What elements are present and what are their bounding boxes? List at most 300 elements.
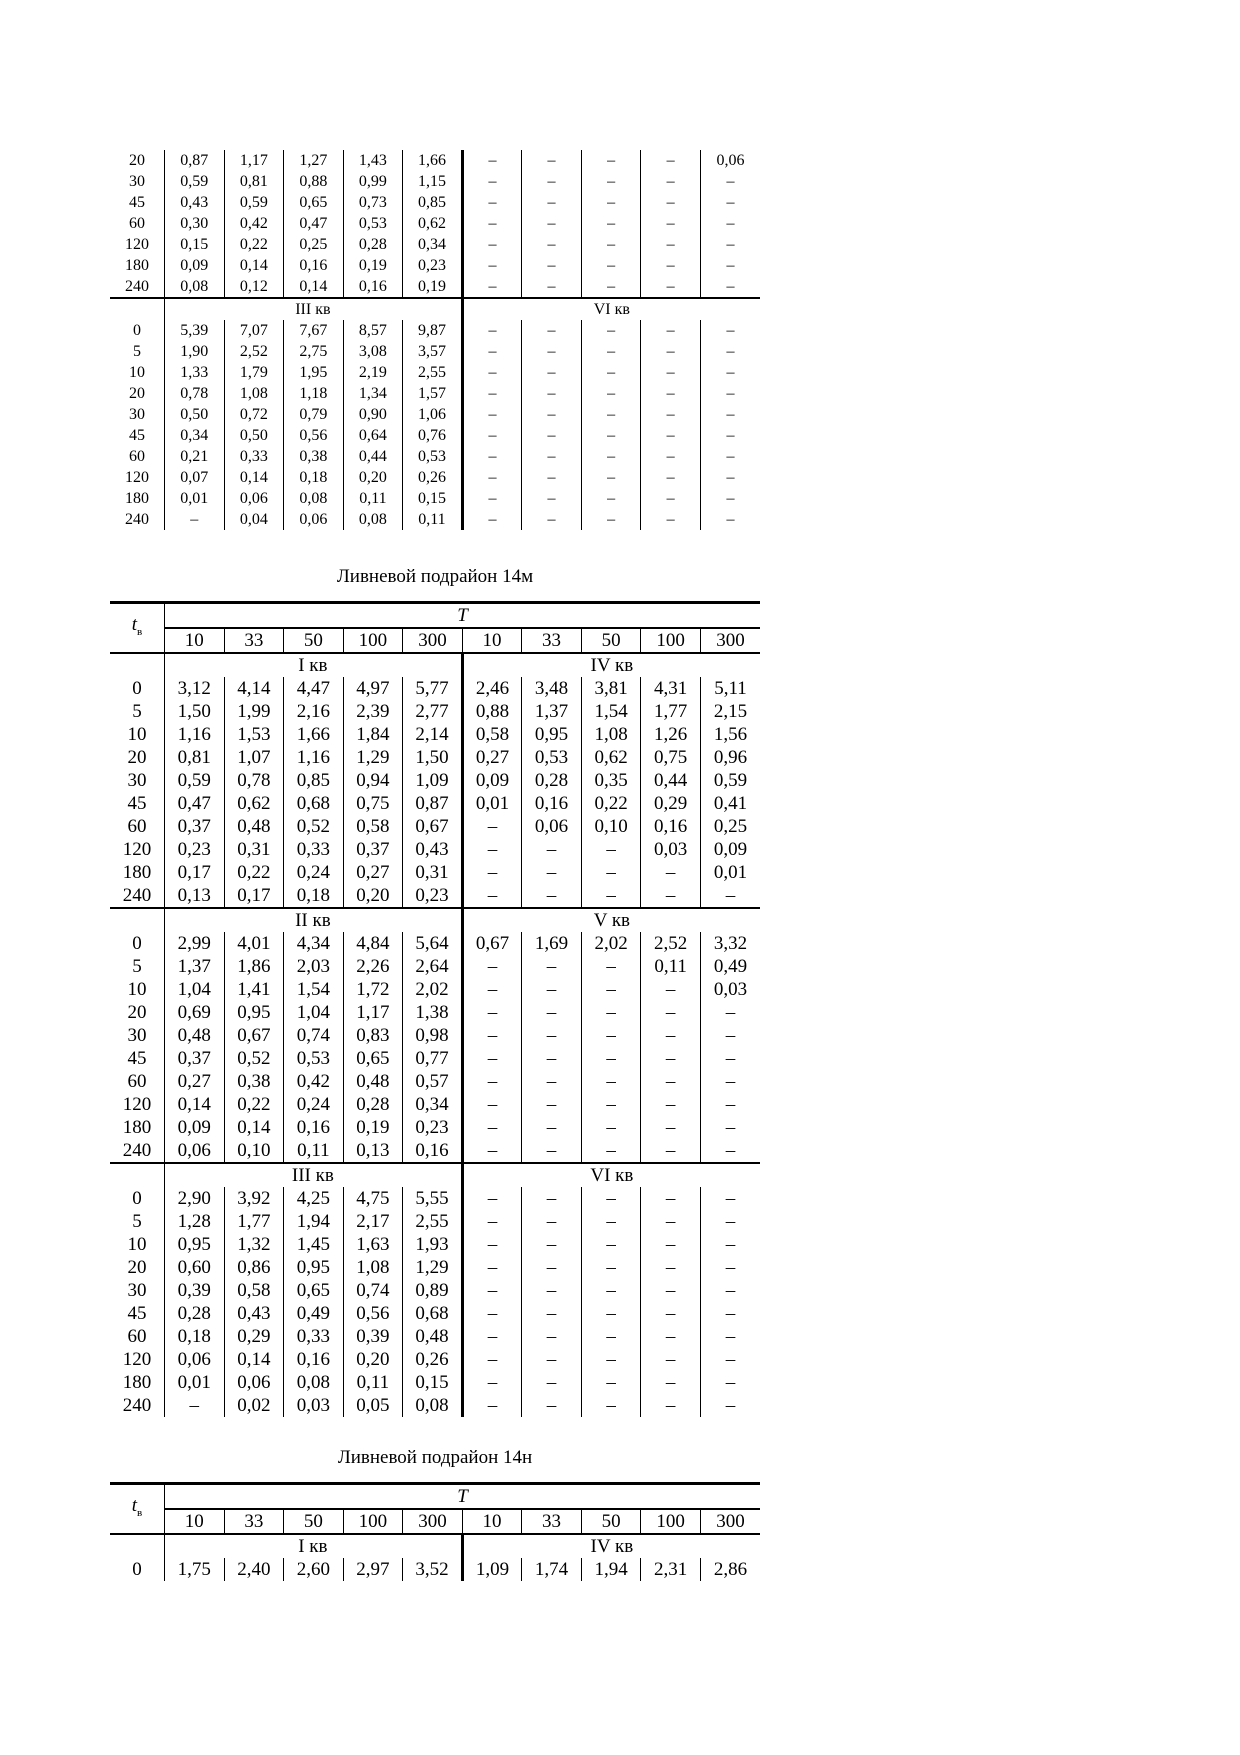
value-cell: 0,16 <box>284 255 344 276</box>
value-cell: – <box>700 213 760 234</box>
period-cell: 33 <box>224 628 284 653</box>
quarter-label-row <box>110 1163 760 1187</box>
time-cell: 20 <box>127 1257 147 1278</box>
time-cell: 20 <box>127 747 147 768</box>
value-cell: 1,26 <box>641 723 701 746</box>
value-cell: 5,11 <box>700 677 760 700</box>
value-cell: – <box>581 404 641 425</box>
value-cell: 1,29 <box>403 1256 463 1279</box>
time-cell: 20 <box>127 1002 147 1023</box>
value-cell: – <box>462 838 522 861</box>
value-cell: 0,33 <box>284 1325 344 1348</box>
value-cell: 0,11 <box>403 509 463 530</box>
value-cell: – <box>462 276 522 298</box>
value-cell: 0,35 <box>581 769 641 792</box>
value-cell: 0,06 <box>224 488 284 509</box>
value-cell: 1,32 <box>224 1233 284 1256</box>
value-cell: – <box>462 815 522 838</box>
value-cell: – <box>700 488 760 509</box>
value-cell: 0,13 <box>165 884 225 908</box>
value-cell: 1,33 <box>165 362 225 383</box>
value-cell: 0,09 <box>700 838 760 861</box>
value-cell: 3,08 <box>343 341 403 362</box>
time-cell: 45 <box>127 1048 147 1069</box>
time-cell: 20 <box>129 152 145 169</box>
table-row <box>110 838 760 861</box>
value-cell: 1,99 <box>224 700 284 723</box>
table-row <box>110 171 760 192</box>
value-cell: – <box>581 383 641 404</box>
period-cell: 50 <box>284 1509 344 1534</box>
value-cell: – <box>700 1001 760 1024</box>
value-cell: 0,48 <box>343 1070 403 1093</box>
value-cell: – <box>581 320 641 341</box>
value-cell: 0,65 <box>284 1279 344 1302</box>
value-cell: 5,77 <box>403 677 463 700</box>
value-cell: 0,04 <box>224 509 284 530</box>
table-row <box>110 955 760 978</box>
value-cell: – <box>700 1371 760 1394</box>
value-cell: – <box>462 1256 522 1279</box>
value-cell: – <box>581 1256 641 1279</box>
quarter-label-right: VI кв <box>462 298 760 320</box>
value-cell: – <box>641 1116 701 1139</box>
table-row <box>110 1070 760 1093</box>
value-cell: – <box>462 425 522 446</box>
value-cell: 0,10 <box>581 815 641 838</box>
value-cell: 0,19 <box>403 276 463 298</box>
value-cell: 0,01 <box>700 861 760 884</box>
value-cell: 0,08 <box>343 509 403 530</box>
value-cell: 3,92 <box>224 1187 284 1210</box>
value-cell: 1,93 <box>403 1233 463 1256</box>
value-cell: 0,22 <box>224 1093 284 1116</box>
value-cell: 1,84 <box>343 723 403 746</box>
value-cell: 0,59 <box>165 171 225 192</box>
value-cell: 0,47 <box>284 213 344 234</box>
value-cell: – <box>462 1116 522 1139</box>
value-cell: 2,55 <box>403 1210 463 1233</box>
value-cell: 0,81 <box>165 746 225 769</box>
value-cell: 0,43 <box>165 192 225 213</box>
value-cell: – <box>641 1325 701 1348</box>
value-cell: – <box>522 1116 582 1139</box>
time-cell: 45 <box>129 427 145 444</box>
time-cell: 10 <box>127 1234 147 1255</box>
value-cell: 0,42 <box>284 1070 344 1093</box>
value-cell: 0,88 <box>284 171 344 192</box>
quarter-label-left: I кв <box>165 653 463 677</box>
time-cell: 60 <box>127 1071 147 1092</box>
value-cell: 0,78 <box>224 769 284 792</box>
value-cell: 0,48 <box>403 1325 463 1348</box>
value-cell: 1,37 <box>165 955 225 978</box>
value-cell: – <box>462 320 522 341</box>
value-cell: 0,24 <box>284 861 344 884</box>
value-cell: 0,21 <box>165 446 225 467</box>
value-cell: 1,54 <box>581 700 641 723</box>
value-cell: – <box>462 1047 522 1070</box>
quarter-label-row <box>110 908 760 932</box>
value-cell: 0,58 <box>343 815 403 838</box>
value-cell: 0,64 <box>343 425 403 446</box>
value-cell: – <box>462 1348 522 1371</box>
value-cell: 0,01 <box>165 1371 225 1394</box>
value-cell: 0,25 <box>284 234 344 255</box>
value-cell: 0,53 <box>403 446 463 467</box>
period-cell: 300 <box>403 628 463 653</box>
value-cell: – <box>462 978 522 1001</box>
value-cell: 1,66 <box>403 150 463 171</box>
value-cell: – <box>641 467 701 488</box>
period-cell: 100 <box>641 628 701 653</box>
value-cell: – <box>522 362 582 383</box>
value-cell: 1,08 <box>343 1256 403 1279</box>
value-cell: – <box>641 1302 701 1325</box>
value-cell: 1,07 <box>224 746 284 769</box>
period-cell: 10 <box>165 628 225 653</box>
value-cell: 0,90 <box>343 404 403 425</box>
quarter-label-right: IV кв <box>462 653 760 677</box>
value-cell: 2,99 <box>165 932 225 955</box>
value-cell: – <box>522 234 582 255</box>
table-row <box>110 1093 760 1116</box>
value-cell: 0,14 <box>284 276 344 298</box>
value-cell: 0,07 <box>165 467 225 488</box>
value-cell: – <box>522 1394 582 1417</box>
value-cell: 2,39 <box>343 700 403 723</box>
value-cell: – <box>462 1001 522 1024</box>
value-cell: – <box>462 1279 522 1302</box>
value-cell: 1,57 <box>403 383 463 404</box>
span-head-symbol: T <box>457 605 468 626</box>
value-cell: 1,28 <box>165 1210 225 1233</box>
value-cell: 1,74 <box>522 1558 582 1581</box>
blank-cell <box>110 298 165 320</box>
value-cell: – <box>641 404 701 425</box>
time-cell: 120 <box>122 1349 152 1370</box>
value-cell: 0,11 <box>641 955 701 978</box>
value-cell: – <box>581 1187 641 1210</box>
value-cell: – <box>462 171 522 192</box>
value-cell: – <box>641 1279 701 1302</box>
value-cell: 0,03 <box>641 838 701 861</box>
quarter-label-row <box>110 1534 760 1558</box>
value-cell: 4,25 <box>284 1187 344 1210</box>
value-cell: 0,14 <box>165 1093 225 1116</box>
value-cell: – <box>700 1210 760 1233</box>
value-cell: 0,67 <box>224 1024 284 1047</box>
col-head-symbol: t <box>131 1494 138 1516</box>
time-cell: 10 <box>127 724 147 745</box>
value-cell: – <box>522 978 582 1001</box>
value-cell: 0,06 <box>700 150 760 171</box>
value-cell: – <box>641 276 701 298</box>
table-row <box>110 425 760 446</box>
table-13-continuation <box>110 150 760 530</box>
table-row <box>110 1348 760 1371</box>
value-cell: 1,06 <box>403 404 463 425</box>
value-cell: – <box>581 234 641 255</box>
caption-14n: Ливневой подрайон 14н <box>337 1447 533 1468</box>
time-cell: 60 <box>127 816 147 837</box>
value-cell: 0,14 <box>224 1348 284 1371</box>
value-cell: – <box>641 1187 701 1210</box>
value-cell: 0,28 <box>522 769 582 792</box>
value-cell: 0,15 <box>165 234 225 255</box>
span-head-symbol: T <box>457 1486 468 1507</box>
value-cell: – <box>522 1256 582 1279</box>
value-cell: – <box>522 171 582 192</box>
value-cell: – <box>522 1371 582 1394</box>
value-cell: – <box>641 884 701 908</box>
table-row <box>110 320 760 341</box>
table-row <box>110 1139 760 1163</box>
value-cell: 4,01 <box>224 932 284 955</box>
value-cell: 2,40 <box>224 1558 284 1581</box>
value-cell: – <box>641 1093 701 1116</box>
time-cell: 10 <box>129 364 145 381</box>
value-cell: 4,97 <box>343 677 403 700</box>
col-head-t <box>110 1484 165 1535</box>
value-cell: – <box>641 425 701 446</box>
table-row <box>110 815 760 838</box>
value-cell: – <box>462 509 522 530</box>
value-cell: 0,33 <box>224 446 284 467</box>
time-cell: 5 <box>132 1211 142 1232</box>
value-cell: 0,52 <box>224 1047 284 1070</box>
value-cell: – <box>522 255 582 276</box>
blank-cell <box>110 653 165 677</box>
value-cell: – <box>700 192 760 213</box>
value-cell: 0,06 <box>165 1348 225 1371</box>
value-cell: 0,75 <box>343 792 403 815</box>
value-cell: 0,18 <box>284 467 344 488</box>
value-cell: 0,03 <box>700 978 760 1001</box>
value-cell: – <box>522 1047 582 1070</box>
value-cell: 0,18 <box>165 1325 225 1348</box>
value-cell: – <box>522 509 582 530</box>
value-cell: – <box>641 1394 701 1417</box>
quarter-label-left: III кв <box>165 298 463 320</box>
value-cell: 1,17 <box>224 150 284 171</box>
value-cell: 0,73 <box>343 192 403 213</box>
value-cell: – <box>641 509 701 530</box>
value-cell: – <box>522 1279 582 1302</box>
value-cell: – <box>641 320 701 341</box>
col-head-subscript: в <box>137 625 143 638</box>
value-cell: 2,55 <box>403 362 463 383</box>
value-cell: – <box>522 1187 582 1210</box>
value-cell: – <box>522 320 582 341</box>
value-cell: 1,77 <box>224 1210 284 1233</box>
value-cell: 0,79 <box>284 404 344 425</box>
value-cell: 0,08 <box>165 276 225 298</box>
value-cell: – <box>581 255 641 276</box>
value-cell: 1,53 <box>224 723 284 746</box>
value-cell: 0,16 <box>403 1139 463 1163</box>
time-cell: 60 <box>129 215 145 232</box>
value-cell: – <box>462 1302 522 1325</box>
value-cell: 0,81 <box>224 171 284 192</box>
value-cell: 1,94 <box>284 1210 344 1233</box>
time-cell: 60 <box>129 448 145 465</box>
value-cell: – <box>581 1233 641 1256</box>
value-cell: – <box>462 192 522 213</box>
value-cell: – <box>165 509 225 530</box>
value-cell: 0,03 <box>284 1394 344 1417</box>
value-cell: 0,53 <box>343 213 403 234</box>
time-cell: 120 <box>122 1094 152 1115</box>
period-cell: 100 <box>641 1509 701 1534</box>
value-cell: 1,94 <box>581 1558 641 1581</box>
value-cell: – <box>700 1348 760 1371</box>
time-cell: 0 <box>132 1188 142 1209</box>
value-cell: 1,09 <box>462 1558 522 1581</box>
value-cell: 0,23 <box>403 884 463 908</box>
span-head-T <box>165 1484 761 1510</box>
value-cell: 7,67 <box>284 320 344 341</box>
value-cell: – <box>641 1139 701 1163</box>
time-cell: 0 <box>132 933 142 954</box>
value-cell: 4,31 <box>641 677 701 700</box>
value-cell: 1,66 <box>284 723 344 746</box>
value-cell: 0,47 <box>165 792 225 815</box>
value-cell: 0,68 <box>403 1302 463 1325</box>
value-cell: 0,13 <box>343 1139 403 1163</box>
value-cell: 1,08 <box>581 723 641 746</box>
value-cell: 0,09 <box>462 769 522 792</box>
value-cell: – <box>581 1001 641 1024</box>
period-cell: 300 <box>403 1509 463 1534</box>
quarter-label-right: V кв <box>462 908 760 932</box>
value-cell: – <box>462 955 522 978</box>
value-cell: 1,04 <box>284 1001 344 1024</box>
value-cell: 0,23 <box>403 255 463 276</box>
table-row <box>110 978 760 1001</box>
value-cell: 0,52 <box>284 815 344 838</box>
value-cell: – <box>522 1024 582 1047</box>
table-row <box>110 1302 760 1325</box>
time-cell: 30 <box>129 406 145 423</box>
table-row <box>110 446 760 467</box>
value-cell: 1,09 <box>403 769 463 792</box>
value-cell: – <box>462 341 522 362</box>
value-cell: 0,53 <box>522 746 582 769</box>
value-cell: 1,95 <box>284 362 344 383</box>
period-cell: 33 <box>224 1509 284 1534</box>
table-row <box>110 769 760 792</box>
value-cell: – <box>700 1093 760 1116</box>
value-cell: 0,42 <box>224 213 284 234</box>
value-cell: – <box>581 446 641 467</box>
value-cell: – <box>462 1024 522 1047</box>
value-cell: 0,19 <box>343 1116 403 1139</box>
time-cell: 180 <box>122 1372 152 1393</box>
value-cell: 0,62 <box>581 746 641 769</box>
value-cell: – <box>641 1233 701 1256</box>
value-cell: 0,37 <box>343 838 403 861</box>
value-cell: – <box>641 488 701 509</box>
value-cell: – <box>641 171 701 192</box>
value-cell: 0,30 <box>165 213 225 234</box>
value-cell: 1,04 <box>165 978 225 1001</box>
value-cell: 0,09 <box>165 255 225 276</box>
table-row <box>110 792 760 815</box>
col-head-t <box>110 603 165 654</box>
value-cell: 0,43 <box>403 838 463 861</box>
value-cell: 1,17 <box>343 1001 403 1024</box>
value-cell: 2,14 <box>403 723 463 746</box>
col-head-subscript: в <box>137 1506 143 1519</box>
value-cell: – <box>462 1187 522 1210</box>
value-cell: – <box>581 213 641 234</box>
value-cell: 0,10 <box>224 1139 284 1163</box>
table-row <box>110 1558 760 1581</box>
value-cell: 7,07 <box>224 320 284 341</box>
table-row <box>110 1371 760 1394</box>
value-cell: 0,20 <box>343 467 403 488</box>
value-cell: – <box>700 341 760 362</box>
value-cell: 0,25 <box>700 815 760 838</box>
value-cell: – <box>522 838 582 861</box>
value-cell: 4,84 <box>343 932 403 955</box>
value-cell: – <box>462 1210 522 1233</box>
span-head-T <box>165 603 761 629</box>
time-cell: 120 <box>122 839 152 860</box>
table-row <box>110 1210 760 1233</box>
header-row <box>110 1484 760 1510</box>
blank-cell <box>110 1163 165 1187</box>
value-cell: 1,38 <box>403 1001 463 1024</box>
value-cell: – <box>700 1302 760 1325</box>
table-row <box>110 1024 760 1047</box>
period-cell: 50 <box>284 628 344 653</box>
value-cell: – <box>522 861 582 884</box>
value-cell: 0,87 <box>403 792 463 815</box>
table-14m <box>110 601 760 1417</box>
value-cell: – <box>581 838 641 861</box>
value-cell: – <box>700 1047 760 1070</box>
value-cell: – <box>641 1070 701 1093</box>
table-row <box>110 700 760 723</box>
value-cell: – <box>641 362 701 383</box>
time-cell: 0 <box>133 322 141 339</box>
value-cell: 2,52 <box>224 341 284 362</box>
value-cell: – <box>522 383 582 404</box>
value-cell: 5,55 <box>403 1187 463 1210</box>
value-cell: – <box>581 488 641 509</box>
value-cell: – <box>581 362 641 383</box>
value-cell: – <box>581 1139 641 1163</box>
value-cell: – <box>641 150 701 171</box>
value-cell: 0,62 <box>224 792 284 815</box>
value-cell: – <box>522 488 582 509</box>
value-cell: 1,18 <box>284 383 344 404</box>
value-cell: 0,95 <box>284 1256 344 1279</box>
period-cell: 300 <box>700 1509 760 1534</box>
value-cell: – <box>700 884 760 908</box>
value-cell: 0,14 <box>224 1116 284 1139</box>
value-cell: 0,33 <box>284 838 344 861</box>
value-cell: – <box>462 150 522 171</box>
value-cell: – <box>641 1024 701 1047</box>
table-row <box>110 932 760 955</box>
value-cell: – <box>581 1093 641 1116</box>
value-cell: 0,24 <box>284 1093 344 1116</box>
value-cell: – <box>641 1256 701 1279</box>
value-cell: 2,97 <box>343 1558 403 1581</box>
